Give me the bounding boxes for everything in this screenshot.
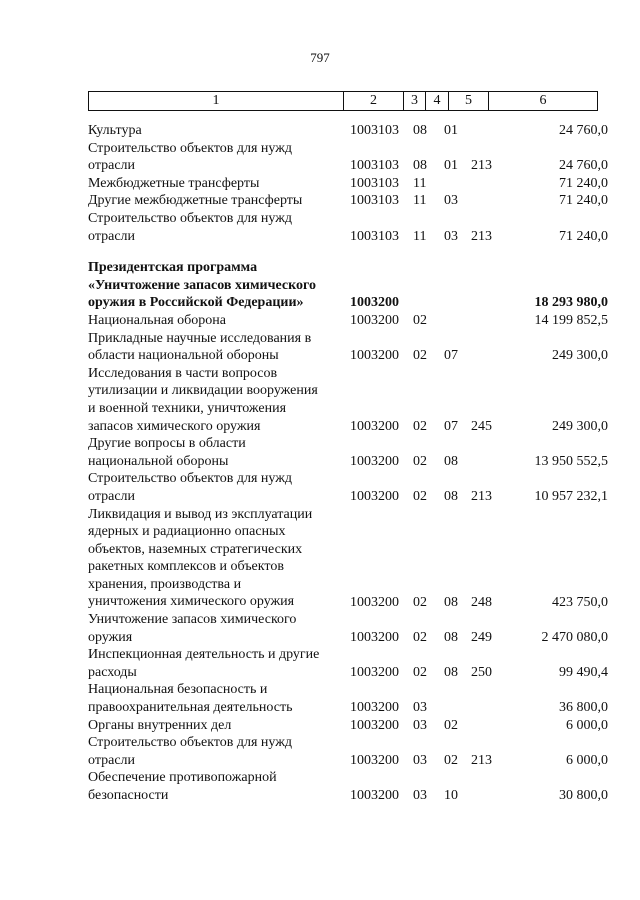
row-amount: 71 240,0	[559, 193, 608, 209]
row-amount: 71 240,0	[559, 228, 608, 244]
row-code: 1003103	[350, 158, 399, 174]
table-row	[0, 330, 640, 365]
row-expense-type: 249	[471, 629, 492, 645]
row-code: 1003103	[350, 175, 399, 191]
row-code: 1003200	[350, 717, 399, 733]
header-col-2: 2	[344, 92, 404, 110]
table-row	[0, 611, 640, 646]
row-section: 11	[413, 228, 427, 244]
table-row	[0, 259, 640, 312]
table-row	[0, 192, 640, 210]
table-row	[0, 717, 640, 735]
row-expense-type: 213	[471, 752, 492, 768]
row-subsection: 08	[444, 488, 458, 504]
row-amount: 36 800,0	[559, 700, 608, 716]
table-row	[0, 140, 640, 175]
row-expense-type: 248	[471, 594, 492, 610]
row-name: Обеспечение противопожарной безопасности	[88, 770, 277, 804]
row-amount: 13 950 552,5	[534, 453, 608, 469]
row-name: Другие межбюджетные трансферты	[88, 193, 303, 209]
row-name: Прикладные научные исследования в области национальной обороны	[88, 330, 312, 364]
row-expense-type: 245	[471, 418, 492, 434]
row-subsection: 08	[444, 453, 458, 469]
row-expense-type: 250	[471, 664, 492, 680]
row-code: 1003200	[350, 453, 399, 469]
row-section: 11	[413, 193, 427, 209]
row-name: Строительство объектов для нужд отрасли	[88, 140, 293, 174]
table-row	[0, 312, 640, 330]
row-code: 1003103	[350, 193, 399, 209]
row-section: 08	[413, 123, 427, 138]
row-section: 02	[413, 312, 427, 328]
row-code: 1003200	[350, 629, 399, 645]
row-subsection: 02	[444, 752, 458, 768]
table-row	[0, 210, 640, 245]
table-row	[0, 122, 640, 140]
row-subsection: 03	[444, 228, 458, 244]
header-col-4: 4	[426, 92, 449, 110]
row-amount: 423 750,0	[552, 594, 608, 610]
row-section: 03	[413, 717, 427, 733]
row-section: 02	[413, 488, 427, 504]
row-name: Строительство объектов для нужд отрасли	[88, 210, 293, 244]
row-amount: 99 490,4	[559, 664, 608, 680]
row-subsection: 10	[444, 788, 458, 804]
row-subsection: 07	[444, 348, 458, 364]
table-row	[0, 470, 640, 505]
row-subsection: 07	[444, 418, 458, 434]
row-subsection: 01	[444, 123, 458, 138]
row-code: 1003200	[350, 295, 399, 311]
table-row	[0, 175, 640, 193]
budget-table-body	[0, 122, 640, 805]
row-code: 1003200	[350, 312, 399, 328]
row-code: 1003200	[350, 488, 399, 504]
row-expense-type: 213	[471, 158, 492, 174]
header-col-5: 5	[449, 92, 489, 110]
row-expense-type: 213	[471, 228, 492, 244]
row-subsection: 01	[444, 158, 458, 174]
row-name: Строительство объектов для нужд отрасли	[88, 471, 293, 504]
row-section: 03	[413, 752, 427, 768]
row-expense-type: 213	[471, 488, 492, 504]
header-col-3: 3	[404, 92, 426, 110]
header-col-6: 6	[539, 93, 547, 108]
row-amount: 30 800,0	[559, 788, 608, 804]
row-name: Органы внутренних дел	[88, 717, 232, 733]
row-amount: 6 000,0	[566, 717, 608, 733]
table-row	[0, 734, 640, 769]
row-section: 03	[413, 788, 427, 804]
table-header	[88, 91, 598, 111]
row-subsection: 02	[444, 717, 458, 733]
row-name: Президентская программа «Уничтожение запасов химического оружия в Российской Федерации»	[88, 260, 317, 311]
row-code: 1003200	[350, 664, 399, 680]
row-amount: 249 300,0	[552, 418, 608, 434]
row-code: 1003103	[350, 123, 399, 138]
row-code: 1003200	[350, 788, 399, 804]
row-subsection: 08	[444, 594, 458, 610]
row-amount: 18 293 980,0	[534, 295, 608, 311]
row-name: Ликвидация и вывод из эксплуатации ядерных и радиационно опасных объектов, наземных стратегических ракетных комплексов и объектов хранения, производства и уничтожения химического оружия	[88, 506, 313, 610]
row-code: 1003103	[350, 228, 399, 244]
row-amount: 2 470 080,0	[541, 629, 608, 645]
table-row	[0, 435, 640, 470]
row-code: 1003200	[350, 752, 399, 768]
row-section: 02	[413, 629, 427, 645]
row-code: 1003200	[350, 348, 399, 364]
row-code: 1003200	[350, 594, 399, 610]
row-name: Национальная безопасность и правоохранительная деятельность	[88, 682, 293, 716]
row-name: Национальная оборона	[88, 312, 226, 328]
row-section: 03	[413, 700, 427, 716]
row-subsection: 08	[444, 664, 458, 680]
row-amount: 14 199 852,5	[534, 312, 608, 328]
page-number: 797	[310, 50, 330, 65]
table-row	[0, 681, 640, 716]
row-name: Уничтожение запасов химического оружия	[88, 612, 297, 645]
row-code: 1003200	[350, 418, 399, 434]
row-amount: 10 957 232,1	[534, 488, 608, 504]
row-amount: 24 760,0	[559, 123, 608, 138]
table-row	[0, 646, 640, 681]
row-name: Межбюджетные трансферты	[88, 175, 260, 191]
row-subsection: 03	[444, 193, 458, 209]
row-amount: 71 240,0	[559, 175, 608, 191]
row-name: Культура	[88, 123, 142, 138]
row-section: 02	[413, 348, 427, 364]
row-section: 11	[413, 175, 427, 191]
row-amount: 24 760,0	[559, 158, 608, 174]
row-section: 02	[413, 664, 427, 680]
row-name: Строительство объектов для нужд отрасли	[88, 735, 293, 768]
table-row	[0, 365, 640, 435]
row-section: 02	[413, 418, 427, 434]
row-name: Инспекционная деятельность и другие расходы	[88, 647, 320, 680]
header-col-1: 1	[89, 92, 344, 110]
row-amount: 249 300,0	[552, 348, 608, 364]
row-code: 1003200	[350, 700, 399, 716]
row-section: 02	[413, 453, 427, 469]
row-name: Исследования в части вопросов утилизации и ликвидации вооружения и военной техники, уничтожения запасов химического оружия	[88, 365, 318, 434]
row-section: 02	[413, 594, 427, 610]
row-subsection: 08	[444, 629, 458, 645]
table-row	[0, 769, 640, 804]
table-row	[0, 506, 640, 612]
row-amount: 6 000,0	[566, 752, 608, 768]
row-section: 08	[413, 158, 427, 174]
row-name: Другие вопросы в области национальной обороны	[88, 436, 246, 469]
